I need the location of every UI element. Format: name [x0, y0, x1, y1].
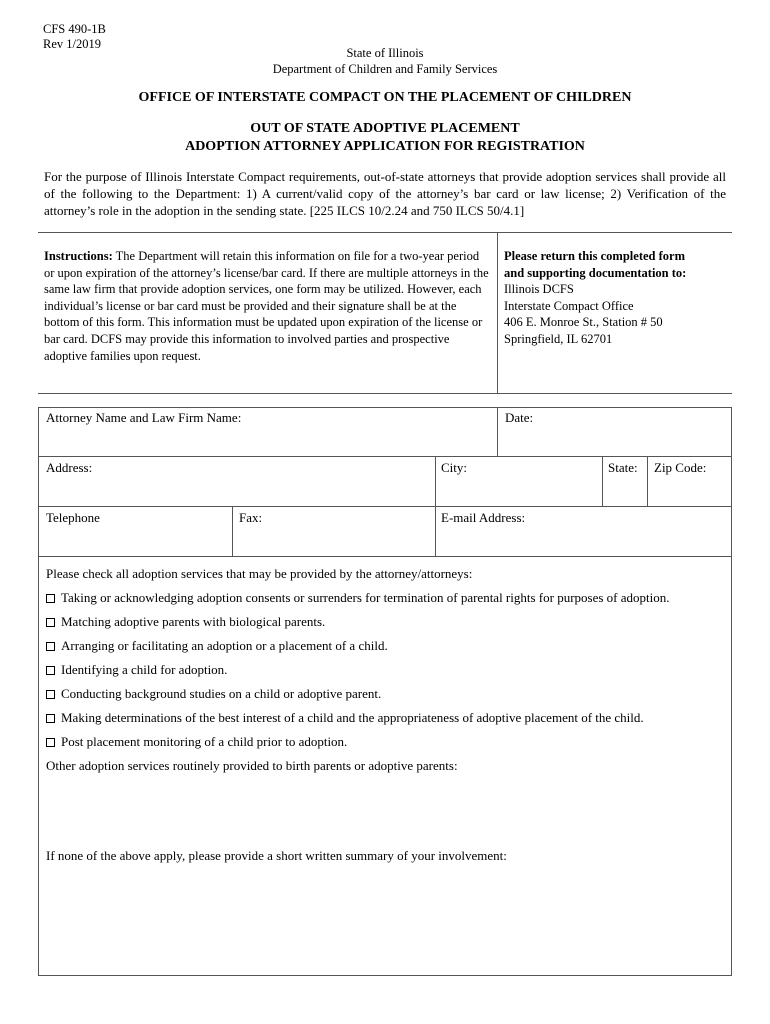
row2-bottom	[38, 506, 732, 507]
department-name: Department of Children and Family Services	[272, 62, 498, 76]
form-revision: Rev 1/2019	[43, 37, 101, 51]
instructions-text: The Department will retain this information on file for a two-year period or upon expiration of the attorney’s license/bar card. If there are multiple attorneys in the same law firm that provide adoption services, one form may be utilized. However, each individual’s license or bar card must be provided and their signature shall be at the bottom of this form. This information must be updated upon expiration of the license or bar card. DCFS may provide this information to involved parties and prospective adoptive families upon request.	[44, 249, 489, 363]
zip-label: Zip Code:	[654, 460, 707, 475]
checkbox-icon[interactable]	[46, 738, 55, 747]
state-name: State of Illinois	[346, 46, 424, 60]
service-option-3[interactable]	[46, 638, 388, 654]
service-option-7[interactable]	[46, 734, 347, 750]
row2-split-2	[602, 456, 603, 506]
row3-split-1	[232, 506, 233, 556]
services-prompt: Please check all adoption services that may be provided by the attorney/attorneys:	[46, 566, 473, 581]
divider-top	[38, 232, 732, 233]
zip-field[interactable]	[649, 458, 730, 505]
attorney-name-field[interactable]	[40, 409, 496, 455]
checkbox-icon[interactable]	[46, 690, 55, 699]
fax-field[interactable]	[234, 508, 434, 555]
telephone-label: Telephone	[46, 510, 100, 525]
form-number: CFS 490-1B	[43, 22, 106, 36]
agency-block	[0, 45, 770, 77]
state-label: State:	[608, 460, 638, 475]
service-option-2[interactable]	[46, 614, 325, 630]
date-field[interactable]	[499, 409, 730, 455]
fax-label: Fax:	[239, 510, 263, 525]
email-label: E-mail Address:	[441, 510, 526, 525]
service-option-label: Post placement monitoring of a child prior to adoption.	[61, 734, 348, 749]
service-option-label: Making determinations of the best interest of a child and the appropriateness of adoptive placement of the child.	[61, 710, 644, 725]
row3-split-2	[435, 506, 436, 556]
service-option-label: Arranging or facilitating an adoption or a placement of a child.	[61, 638, 388, 653]
divider-vertical	[497, 232, 498, 394]
service-option-label: Conducting background studies on a child or adoptive parent.	[61, 686, 382, 701]
return-line-4: Springfield, IL 62701	[504, 331, 613, 346]
service-option-1[interactable]	[46, 590, 670, 606]
date-label: Date:	[505, 410, 534, 425]
checkbox-icon[interactable]	[46, 714, 55, 723]
involvement-summary-field[interactable]	[44, 866, 728, 970]
instructions-label: Instructions:	[44, 249, 113, 263]
city-field[interactable]	[437, 458, 601, 505]
return-line-3: 406 E. Monroe St., Station # 50	[504, 315, 663, 330]
office-title: OFFICE OF INTERSTATE COMPACT ON THE PLACEMENT OF CHILDREN	[138, 90, 632, 105]
city-label: City:	[441, 460, 468, 475]
return-heading-2: and supporting documentation to:	[504, 265, 687, 280]
return-heading-1: Please return this completed form	[504, 249, 685, 263]
row3-bottom	[38, 556, 732, 557]
row1-bottom	[38, 456, 732, 457]
intro-paragraph: For the purpose of Illinois Interstate Compact requirements, out-of-state attorneys that provide adoption services shall provide all of the following to the Department: 1) A current/valid copy of the attorney’s bar card or law license; 2) Verification of the attorney’s role in the adoption in the sending state. [225 ILCS 10/2.24 and 750 ILCS 50/4.1]	[44, 169, 726, 218]
instructions	[44, 248, 492, 364]
return-line-1: Illinois DCFS	[504, 282, 574, 297]
checkbox-icon[interactable]	[46, 594, 55, 603]
other-services-prompt: Other adoption services routinely provided to birth parents or adoptive parents:	[46, 758, 458, 773]
return-line-2: Interstate Compact Office	[504, 298, 634, 313]
service-option-4[interactable]	[46, 662, 227, 678]
telephone-field[interactable]	[40, 508, 231, 555]
form-title-line2: ADOPTION ATTORNEY APPLICATION FOR REGISTRATION	[185, 139, 585, 154]
checkbox-icon[interactable]	[46, 666, 55, 675]
email-field[interactable]	[437, 508, 730, 555]
row2-split-1	[435, 456, 436, 506]
checkbox-icon[interactable]	[46, 618, 55, 627]
other-services-field[interactable]	[44, 776, 728, 842]
service-option-label: Identifying a child for adoption.	[61, 662, 228, 677]
form-title-line1: OUT OF STATE ADOPTIVE PLACEMENT	[250, 121, 520, 136]
row2-split-3	[647, 456, 648, 506]
return-address	[504, 248, 734, 348]
involvement-summary-prompt: If none of the above apply, please provide a short written summary of your involvement:	[46, 848, 507, 863]
form-title	[0, 120, 770, 156]
service-option-6[interactable]	[46, 710, 644, 726]
service-option-label: Matching adoptive parents with biological parents.	[61, 614, 326, 629]
divider-bottom	[38, 393, 732, 394]
state-field[interactable]	[604, 458, 646, 505]
checkbox-icon[interactable]	[46, 642, 55, 651]
service-option-label: Taking or acknowledging adoption consents or surrenders for termination of parental rights for purposes of adoption.	[61, 590, 670, 605]
row1-split	[497, 407, 498, 456]
address-label: Address:	[46, 460, 93, 475]
service-option-5[interactable]	[46, 686, 381, 702]
attorney-name-label: Attorney Name and Law Firm Name:	[46, 410, 242, 425]
address-field[interactable]	[40, 458, 434, 505]
